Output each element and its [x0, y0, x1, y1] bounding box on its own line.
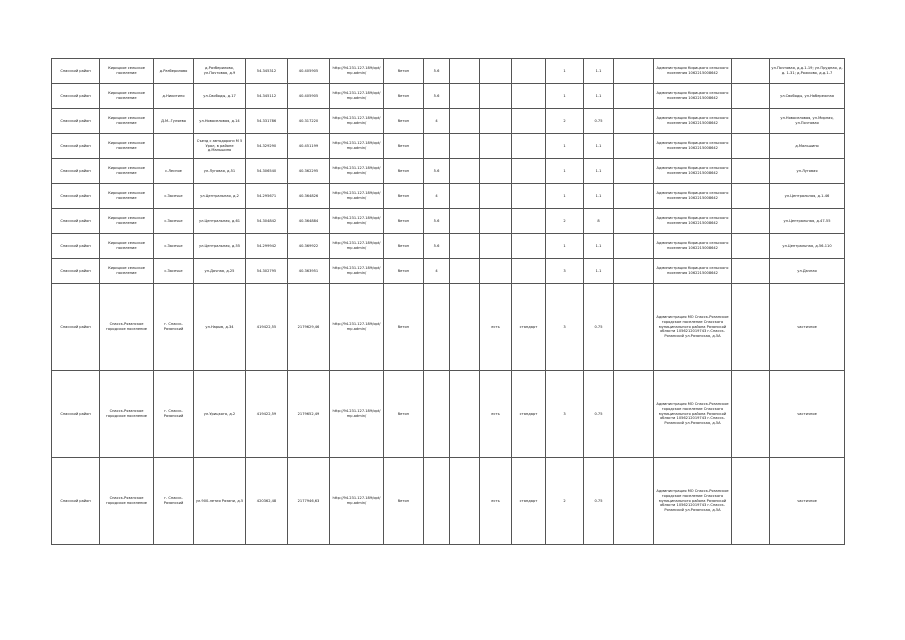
cell-container-type — [512, 134, 546, 159]
cell-settlement: Кирицкое сельское поселение — [100, 234, 154, 259]
cell-container-type: стандарт — [512, 458, 546, 545]
cell-volume: 8 — [584, 209, 614, 234]
cell-address: Съезд с автодороги М 5 Урал, в районе д.Мальшино — [194, 134, 246, 159]
cell-volume: 1.1 — [584, 234, 614, 259]
cell-quantity: 3 — [546, 284, 584, 371]
cell-owner: Администрация Кирицкого сельского поселения 1062215008642 — [654, 259, 732, 284]
cell-district: Спасский район — [52, 159, 100, 184]
cell-blank-a — [450, 59, 480, 84]
cell-blank-a — [450, 184, 480, 209]
cell-served-area: частичное — [770, 284, 845, 371]
cell-settlement: Кирицкое сельское поселение — [100, 59, 154, 84]
cell-blank-c — [732, 284, 770, 371]
cell-district: Спасский район — [52, 209, 100, 234]
cell-longitude: 40.405905 — [288, 59, 330, 84]
cell-container-type: стандарт — [512, 371, 546, 458]
cell-blank-c — [732, 259, 770, 284]
cell-area: 4 — [424, 109, 450, 134]
cell-area — [424, 134, 450, 159]
cell-owner: Администрация Кирицкого сельского поселения 1062215008642 — [654, 159, 732, 184]
table-row — [52, 284, 845, 371]
cell-surface: бетон — [384, 209, 424, 234]
cell-settlement: Кирицкое сельское поселение — [100, 109, 154, 134]
table-row — [52, 209, 845, 234]
cell-address: ул.Центральная, д.2 — [194, 184, 246, 209]
cell-area: 4 — [424, 259, 450, 284]
cell-locality: г. Спасск-Рязанский — [154, 371, 194, 458]
cell-settlement: Кирицкое сельское поселение — [100, 159, 154, 184]
cell-served-area: ул.Новоселовая, ул.Мирная, ул.Почтовая — [770, 109, 845, 134]
cell-served-area: частичное — [770, 458, 845, 545]
cell-latitude: 54.304842 — [246, 209, 288, 234]
cell-locality: д.Разберилово — [154, 59, 194, 84]
cell-address: ул.Дачная, д.25 — [194, 259, 246, 284]
cell-surface: бетон — [384, 109, 424, 134]
cell-served-area: частичное — [770, 371, 845, 458]
table-row — [52, 371, 845, 458]
table-row — [52, 234, 845, 259]
cell-blank-a — [450, 371, 480, 458]
cell-map-link: http://94.231.127.189/opt/mp.admin/ — [330, 458, 384, 545]
cell-volume: 1.1 — [584, 84, 614, 109]
cell-quantity: 1 — [546, 184, 584, 209]
cell-blank-c — [732, 159, 770, 184]
cell-quantity: 1 — [546, 234, 584, 259]
cell-blank-c — [732, 371, 770, 458]
cell-blank-a — [450, 109, 480, 134]
cell-owner: Администрация Кирицкого сельского поселения 1062215008642 — [654, 209, 732, 234]
cell-blank-b — [614, 184, 654, 209]
cell-fence: есть — [480, 458, 512, 545]
cell-longitude: 2179652,49 — [288, 371, 330, 458]
cell-area — [424, 284, 450, 371]
cell-fence — [480, 84, 512, 109]
cell-locality: с.Засечье — [154, 184, 194, 209]
cell-served-area: ул.Центральная, д.1-46 — [770, 184, 845, 209]
cell-district: Спасский район — [52, 458, 100, 545]
cell-latitude: 420362,48 — [246, 458, 288, 545]
cell-surface: бетон — [384, 371, 424, 458]
cell-district: Спасский район — [52, 234, 100, 259]
table-row — [52, 84, 845, 109]
cell-map-link: http://94.231.127.189/opt/mp.admin/ — [330, 134, 384, 159]
cell-served-area: ул.Центральная, д.56-110 — [770, 234, 845, 259]
cell-volume: 1.1 — [584, 184, 614, 209]
cell-area: 5.6 — [424, 84, 450, 109]
cell-map-link: http://94.231.127.189/opt/mp.admin/ — [330, 259, 384, 284]
cell-blank-b — [614, 159, 654, 184]
cell-area: 5.6 — [424, 59, 450, 84]
register-table — [51, 58, 845, 545]
cell-locality: с.Засечье — [154, 259, 194, 284]
cell-volume: 1.1 — [584, 159, 614, 184]
cell-latitude: 54.302795 — [246, 259, 288, 284]
cell-volume: 1.1 — [584, 134, 614, 159]
cell-locality: Д.М.-Гуляево — [154, 109, 194, 134]
cell-map-link: http://94.231.127.189/opt/mp.admin/ — [330, 209, 384, 234]
cell-settlement: Спасск-Рязанское городское поселение — [100, 371, 154, 458]
cell-blank-c — [732, 134, 770, 159]
cell-area: 5.6 — [424, 209, 450, 234]
cell-settlement: Спасск-Рязанское городское поселение — [100, 284, 154, 371]
cell-longitude: 40.451199 — [288, 134, 330, 159]
cell-fence — [480, 234, 512, 259]
cell-blank-c — [732, 209, 770, 234]
cell-longitude: 40.364826 — [288, 184, 330, 209]
cell-address: ул.Новоселовая, д.14 — [194, 109, 246, 134]
cell-map-link: http://94.231.127.189/opt/mp.admin/ — [330, 184, 384, 209]
cell-fence — [480, 159, 512, 184]
cell-container-type — [512, 234, 546, 259]
cell-owner: Администрация МО Спасск-Рязанское городское поселение Спасского муниципального района Рязанской области 1056212019743 г.Спасск-Рязанский ул.Рязанская, д.5А — [654, 284, 732, 371]
cell-map-link: http://94.231.127.189/opt/mp.admin/ — [330, 234, 384, 259]
cell-address: ул.Центральная, д.61 — [194, 209, 246, 234]
cell-latitude: 54.306540 — [246, 159, 288, 184]
cell-district: Спасский район — [52, 284, 100, 371]
cell-locality: с.Засечье — [154, 234, 194, 259]
cell-surface: бетон — [384, 59, 424, 84]
cell-address: ул.Луговая, д.51 — [194, 159, 246, 184]
cell-locality: д.Никитино — [154, 84, 194, 109]
table-row — [52, 458, 845, 545]
cell-latitude: 54.345112 — [246, 84, 288, 109]
cell-settlement: Спасск-Рязанское городское поселение — [100, 458, 154, 545]
cell-settlement: Кирицкое сельское поселение — [100, 134, 154, 159]
cell-fence: есть — [480, 284, 512, 371]
cell-blank-a — [450, 259, 480, 284]
cell-latitude: 54.331786 — [246, 109, 288, 134]
cell-settlement: Кирицкое сельское поселение — [100, 259, 154, 284]
cell-owner: Администрация Кирицкого сельского поселения 1062215008642 — [654, 84, 732, 109]
cell-address: д.Разберилово, ул.Почтовая, д.9 — [194, 59, 246, 84]
cell-map-link: http://94.231.127.189/opt/mp.admin/ — [330, 371, 384, 458]
cell-longitude: 40.369922 — [288, 234, 330, 259]
cell-address: ул.900-летия Рязани, д.5 — [194, 458, 246, 545]
cell-surface: бетон — [384, 284, 424, 371]
cell-container-type: стандарт — [512, 284, 546, 371]
cell-latitude: 419422,55 — [246, 284, 288, 371]
cell-owner: Администрация Кирицкого сельского поселения 1062215008642 — [654, 184, 732, 209]
cell-address: ул.Урицкого, д.2 — [194, 371, 246, 458]
cell-map-link: http://94.231.127.189/opt/mp.admin/ — [330, 84, 384, 109]
cell-latitude: 54.295671 — [246, 184, 288, 209]
cell-surface: бетон — [384, 159, 424, 184]
cell-surface: бетон — [384, 84, 424, 109]
cell-map-link: http://94.231.127.189/opt/mp.admin/ — [330, 59, 384, 84]
cell-container-type — [512, 159, 546, 184]
cell-quantity: 1 — [546, 59, 584, 84]
cell-fence — [480, 109, 512, 134]
cell-settlement: Кирицкое сельское поселение — [100, 184, 154, 209]
cell-owner: Администрация МО Спасск-Рязанское городское поселение Спасского муниципального района Рязанской области 1056212019743 г.Спасск-Рязанский ул.Рязанская, д.5А — [654, 458, 732, 545]
cell-volume: 0.75 — [584, 109, 614, 134]
cell-volume: 1.1 — [584, 259, 614, 284]
cell-blank-c — [732, 184, 770, 209]
cell-fence — [480, 209, 512, 234]
cell-served-area: ул.Дачная — [770, 259, 845, 284]
cell-blank-a — [450, 234, 480, 259]
cell-locality — [154, 134, 194, 159]
cell-blank-b — [614, 109, 654, 134]
cell-area: 4 — [424, 184, 450, 209]
cell-district: Спасский район — [52, 259, 100, 284]
cell-blank-a — [450, 209, 480, 234]
cell-container-type — [512, 184, 546, 209]
cell-blank-b — [614, 458, 654, 545]
cell-blank-b — [614, 134, 654, 159]
cell-fence — [480, 259, 512, 284]
table-row — [52, 259, 845, 284]
cell-address: ул.Центральная, д.55 — [194, 234, 246, 259]
table-row — [52, 109, 845, 134]
cell-map-link: http://94.231.127.189/opt/mp.admin/ — [330, 159, 384, 184]
cell-surface: бетон — [384, 259, 424, 284]
cell-quantity: 2 — [546, 209, 584, 234]
cell-container-type — [512, 109, 546, 134]
cell-map-link: http://94.231.127.189/opt/mp.admin/ — [330, 109, 384, 134]
cell-blank-a — [450, 84, 480, 109]
cell-district: Спасский район — [52, 371, 100, 458]
cell-blank-b — [614, 59, 654, 84]
cell-fence — [480, 184, 512, 209]
cell-blank-c — [732, 458, 770, 545]
cell-volume: 1.1 — [584, 59, 614, 84]
cell-blank-b — [614, 284, 654, 371]
cell-owner: Администрация Кирицкого сельского поселения 1062215008642 — [654, 134, 732, 159]
cell-quantity: 1 — [546, 84, 584, 109]
cell-longitude: 40.317220 — [288, 109, 330, 134]
cell-latitude: 54.299942 — [246, 234, 288, 259]
cell-area: 5.6 — [424, 234, 450, 259]
cell-area — [424, 371, 450, 458]
cell-container-type — [512, 209, 546, 234]
cell-settlement: Кирицкое сельское поселение — [100, 209, 154, 234]
cell-settlement: Кирицкое сельское поселение — [100, 84, 154, 109]
cell-container-type — [512, 59, 546, 84]
cell-blank-b — [614, 259, 654, 284]
cell-volume: 0.75 — [584, 284, 614, 371]
cell-blank-a — [450, 159, 480, 184]
cell-locality: с.Лесное — [154, 159, 194, 184]
cell-address: ул.Свободы, д.17 — [194, 84, 246, 109]
table-row — [52, 184, 845, 209]
cell-latitude: 54.345312 — [246, 59, 288, 84]
cell-locality: г. Спасск-Рязанский — [154, 284, 194, 371]
cell-owner: Администрация Кирицкого сельского поселения 1062215008642 — [654, 234, 732, 259]
cell-longitude: 40.362295 — [288, 159, 330, 184]
cell-quantity: 2 — [546, 109, 584, 134]
cell-blank-b — [614, 84, 654, 109]
cell-blank-a — [450, 458, 480, 545]
cell-district: Спасский район — [52, 184, 100, 209]
cell-volume: 0.75 — [584, 458, 614, 545]
cell-fence — [480, 59, 512, 84]
cell-surface: бетон — [384, 134, 424, 159]
cell-longitude: 2177946,63 — [288, 458, 330, 545]
cell-blank-a — [450, 284, 480, 371]
cell-district: Спасский район — [52, 134, 100, 159]
cell-blank-c — [732, 109, 770, 134]
cell-owner: Администрация Кирицкого сельского поселения 1062215008642 — [654, 59, 732, 84]
cell-served-area: ул.Центральная, д.47-55 — [770, 209, 845, 234]
cell-container-type — [512, 84, 546, 109]
cell-served-area: д.Мальшино — [770, 134, 845, 159]
cell-blank-b — [614, 371, 654, 458]
cell-area: 5.6 — [424, 159, 450, 184]
cell-quantity: 1 — [546, 134, 584, 159]
cell-quantity: 2 — [546, 458, 584, 545]
cell-district: Спасский район — [52, 109, 100, 134]
cell-blank-c — [732, 84, 770, 109]
cell-surface: бетон — [384, 234, 424, 259]
cell-quantity: 3 — [546, 259, 584, 284]
cell-container-type — [512, 259, 546, 284]
cell-fence: есть — [480, 371, 512, 458]
cell-map-link: http://94.231.127.189/opt/mp.admin/ — [330, 284, 384, 371]
cell-surface: бетон — [384, 458, 424, 545]
cell-blank-b — [614, 209, 654, 234]
cell-locality: с.Засечье — [154, 209, 194, 234]
cell-owner: Администрация МО Спасск-Рязанское городское поселение Спасского муниципального района Рязанской области 1056212019743 г.Спасск-Рязанский ул.Рязанская, д.5А — [654, 371, 732, 458]
cell-served-area: ул.Луговая — [770, 159, 845, 184]
cell-quantity: 3 — [546, 371, 584, 458]
cell-longitude: 40.364884 — [288, 209, 330, 234]
cell-district: Спасский район — [52, 84, 100, 109]
cell-longitude: 40.363951 — [288, 259, 330, 284]
cell-address: ул.Нарыв, д.34 — [194, 284, 246, 371]
cell-owner: Администрация Кирицкого сельского поселения 1062215008642 — [654, 109, 732, 134]
cell-blank-b — [614, 234, 654, 259]
cell-blank-a — [450, 134, 480, 159]
table-row — [52, 159, 845, 184]
cell-volume: 0.75 — [584, 371, 614, 458]
cell-served-area: ул.Свободы, ул.Набережная — [770, 84, 845, 109]
cell-quantity: 1 — [546, 159, 584, 184]
cell-longitude: 40.405905 — [288, 84, 330, 109]
cell-surface: бетон — [384, 184, 424, 209]
cell-latitude: 419422,59 — [246, 371, 288, 458]
cell-locality: г. Спасск-Рязанский — [154, 458, 194, 545]
cell-longitude: 2179629,46 — [288, 284, 330, 371]
cell-blank-c — [732, 234, 770, 259]
cell-fence — [480, 134, 512, 159]
cell-latitude: 54.329290 — [246, 134, 288, 159]
cell-blank-c — [732, 59, 770, 84]
table-row — [52, 59, 845, 84]
cell-served-area: ул.Почтовая, д.д.1-19; ул.Прудная, д. д. 1-31; д.Рожково, д.д.1-7 — [770, 59, 845, 84]
cell-district: Спасский район — [52, 59, 100, 84]
cell-area — [424, 458, 450, 545]
table-row — [52, 134, 845, 159]
